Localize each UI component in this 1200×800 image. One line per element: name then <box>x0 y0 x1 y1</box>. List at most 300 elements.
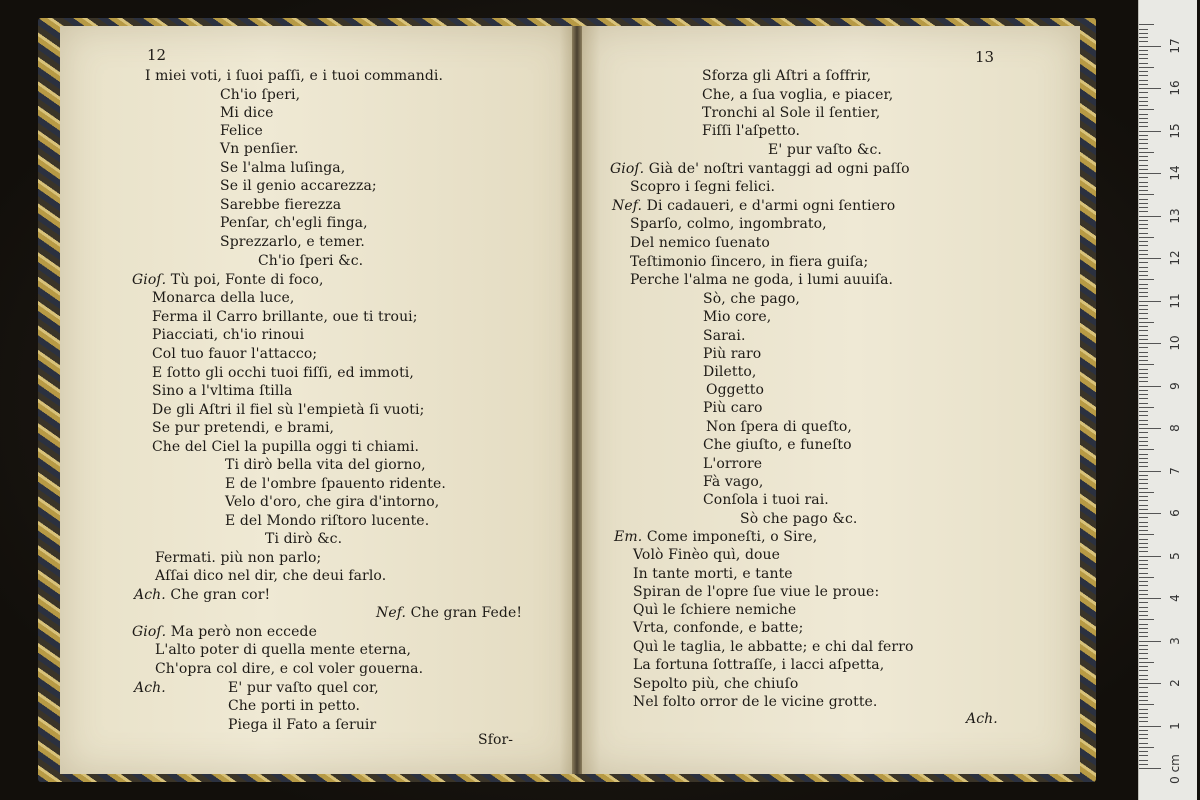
text-line <box>228 716 376 734</box>
book-gutter <box>572 26 582 774</box>
ruler-number: 16 <box>1168 80 1182 96</box>
verse-text: La fortuna ſottraſſe, i lacci aſpetta, <box>633 657 885 673</box>
ruler-tick <box>1139 390 1148 391</box>
verse-text: Se l'alma luſinga, <box>220 160 346 176</box>
ruler-number: 10 <box>1168 335 1182 351</box>
ruler-tick <box>1139 305 1148 306</box>
ruler-tick <box>1139 237 1154 238</box>
ruler-tick <box>1139 54 1148 55</box>
ruler-tick <box>1139 666 1148 667</box>
ruler-tick <box>1139 41 1148 42</box>
ruler-tick <box>1139 679 1148 680</box>
ruler-tick <box>1139 169 1148 170</box>
text-line <box>633 565 793 583</box>
ruler-tick <box>1139 207 1148 208</box>
verse-text: Ferma il Carro brillante, oue ti troui; <box>152 309 418 325</box>
ruler-number: 17 <box>1168 37 1182 54</box>
text-line <box>225 456 426 474</box>
ruler-tick <box>1139 360 1148 361</box>
ruler-tick <box>1139 190 1148 191</box>
verse-text: Sforza gli Aſtri a ſoffrir, <box>702 68 872 84</box>
ruler-tick <box>1139 224 1148 225</box>
verse-text: Se pur pretendi, e brami, <box>152 420 335 436</box>
ruler-tick <box>1139 105 1148 106</box>
ruler-tick <box>1139 653 1148 654</box>
right-page-number: 13 <box>975 48 995 66</box>
text-line <box>703 399 762 417</box>
text-line <box>614 528 817 546</box>
verse-text: Spiran de l'opre ſue viue le proue: <box>633 584 880 600</box>
ruler-number: 7 <box>1168 466 1182 475</box>
text-line <box>228 679 379 697</box>
text-line <box>228 697 360 715</box>
ruler-tick <box>1139 721 1148 722</box>
verse-text: Perche l'alma ne goda, i lumi auuiſa. <box>630 272 894 288</box>
text-line <box>155 567 386 585</box>
text-line <box>220 104 274 122</box>
ruler-tick <box>1139 228 1148 229</box>
speaker-label: Gioſ. <box>132 624 167 640</box>
text-line <box>376 604 522 622</box>
text-line <box>220 177 377 195</box>
ruler-tick <box>1139 288 1148 289</box>
text-line <box>630 253 868 271</box>
ruler-tick <box>1139 381 1148 382</box>
verse-text: I miei voti, i ſuoi paſſi, e i tuoi commandi. <box>145 68 444 84</box>
ruler-tick <box>1139 462 1148 463</box>
ruler-tick <box>1139 37 1148 38</box>
speaker-label: Em. <box>614 529 643 545</box>
text-line <box>220 122 263 140</box>
text-line <box>633 546 780 564</box>
ruler-tick <box>1139 636 1148 637</box>
text-line <box>706 381 764 399</box>
text-line <box>152 308 418 326</box>
verse-text: Quì le ſchiere nemiche <box>633 602 797 618</box>
verse-text: Che giuſto, e funeſto <box>703 437 852 453</box>
ruler-number: 12 <box>1168 250 1182 266</box>
text-line <box>633 619 803 637</box>
text-line <box>703 327 746 345</box>
text-line <box>152 438 419 456</box>
verse-text: Piega il Fato a ſeruir <box>228 717 377 733</box>
ruler-tick <box>1139 292 1148 293</box>
ruler-tick <box>1139 258 1161 259</box>
verse-text: Sarebbe fierezza <box>220 197 342 213</box>
ruler-tick <box>1139 709 1148 710</box>
speaker-label: Nef. <box>612 198 643 214</box>
ruler-tick <box>1139 301 1161 302</box>
verse-text: Se il genio accarezza; <box>220 178 377 194</box>
ruler-tick <box>1139 279 1154 280</box>
ruler-tick <box>1139 441 1148 442</box>
ruler-tick <box>1139 403 1148 404</box>
text-line <box>152 345 317 363</box>
ruler-tick <box>1139 585 1148 586</box>
ruler-tick <box>1139 271 1148 272</box>
ruler-tick <box>1139 696 1148 697</box>
verse-text: Tronchi al Sole il ſentier, <box>702 105 881 121</box>
ruler-number: 2 <box>1168 679 1182 687</box>
ruler-number: 11 <box>1168 292 1182 309</box>
verse-text: Ti dirò bella vita del giorno, <box>225 457 426 473</box>
ruler-tick <box>1139 101 1148 102</box>
ruler-tick <box>1139 109 1154 110</box>
verse-text: Aſſai dico nel dir, che deui farlo. <box>155 568 387 584</box>
ruler-tick <box>1139 526 1148 527</box>
text-line <box>145 67 443 85</box>
ruler-tick <box>1139 594 1148 595</box>
measuring-ruler <box>1138 0 1197 800</box>
left-page-number: 12 <box>147 46 167 64</box>
ruler-tick <box>1139 330 1148 331</box>
verse-text: Sarai. <box>703 328 746 344</box>
text-line <box>478 731 513 749</box>
ruler-tick <box>1139 67 1154 68</box>
ruler-tick <box>1139 203 1148 204</box>
ruler-tick <box>1139 211 1148 212</box>
verse-text: Teſtimonio ſincero, in fiera guiſa; <box>630 254 869 270</box>
ruler-tick <box>1139 148 1148 149</box>
ruler-tick <box>1139 428 1161 429</box>
ruler-tick <box>1139 602 1148 603</box>
ruler-tick <box>1139 296 1148 297</box>
ruler-tick <box>1139 573 1148 574</box>
verse-text: Sò che pago &c. <box>740 511 858 527</box>
verse-text: Ch'io ſperi, <box>220 87 301 103</box>
verse-text: E' pur vaſto quel cor, <box>228 680 379 696</box>
ruler-tick <box>1139 377 1148 378</box>
text-line <box>633 675 798 693</box>
text-line <box>703 363 756 381</box>
ruler-tick <box>1139 284 1148 285</box>
ruler-tick <box>1139 755 1148 756</box>
text-line <box>630 271 893 289</box>
text-line <box>134 586 270 604</box>
ruler-tick <box>1139 241 1148 242</box>
ruler-tick <box>1139 619 1154 620</box>
ruler-tick <box>1139 63 1148 64</box>
ruler-tick <box>1139 156 1148 157</box>
ruler-tick <box>1139 313 1148 314</box>
ruler-tick <box>1139 131 1161 132</box>
ruler-tick <box>1139 194 1154 195</box>
ruler-tick <box>1139 46 1161 47</box>
text-line <box>220 140 299 158</box>
ruler-tick <box>1139 182 1148 183</box>
ruler-number: 4 <box>1168 594 1182 602</box>
ruler-tick <box>1139 233 1148 234</box>
ruler-tick <box>1139 658 1148 659</box>
verse-text: Sò, che pago, <box>703 291 800 307</box>
ruler-tick <box>1139 475 1148 476</box>
verse-text: Sprezzarlo, e temer. <box>220 234 365 250</box>
verse-text: Diletto, <box>703 364 757 380</box>
text-line <box>633 656 884 674</box>
verse-text: Oggetto <box>706 382 765 398</box>
ruler-tick <box>1139 641 1161 642</box>
verse-text: Come imponeſti, o Sire, <box>646 529 818 545</box>
ruler-tick <box>1139 449 1154 450</box>
verse-text: E de l'ombre ſpauento ridente. <box>225 476 446 492</box>
text-line <box>706 418 852 436</box>
ruler-tick <box>1139 432 1148 433</box>
verse-text: Quì le taglia, le abbatte; e chi dal ferro <box>633 639 914 655</box>
ruler-tick <box>1139 670 1148 671</box>
ruler-tick <box>1139 186 1148 187</box>
text-line <box>702 86 893 104</box>
verse-text: Velo d'oro, che gira d'intorno, <box>225 494 440 510</box>
verse-text: Ti dirò &c. <box>265 531 343 547</box>
ruler-tick <box>1139 615 1148 616</box>
ruler-tick <box>1139 568 1148 569</box>
text-line <box>703 290 800 308</box>
ruler-tick <box>1139 126 1148 127</box>
text-line <box>966 710 998 728</box>
verse-text: Ch'opra col dire, e col voler gouerna. <box>155 661 424 677</box>
text-line <box>155 660 423 678</box>
ruler-tick <box>1139 738 1148 739</box>
ruler-tick <box>1139 415 1148 416</box>
verse-text: E ſotto gli occhi tuoi fiſſi, ed immoti, <box>152 365 414 381</box>
verse-text: Più caro <box>703 400 763 416</box>
verse-text: Che del Ciel la pupilla oggi ti chiami. <box>152 439 420 455</box>
ruler-tick <box>1139 394 1148 395</box>
ruler-tick <box>1139 88 1161 89</box>
verse-text: Fà vago, <box>703 474 764 490</box>
text-line <box>610 160 910 178</box>
text-line <box>630 234 770 252</box>
text-line <box>152 364 414 382</box>
text-line <box>220 86 300 104</box>
ruler-tick <box>1139 165 1148 166</box>
ruler-tick <box>1139 607 1148 608</box>
ruler-tick <box>1139 407 1154 408</box>
ruler-tick <box>1139 75 1148 76</box>
text-line <box>220 233 365 251</box>
text-line <box>152 326 304 344</box>
verse-text: Del nemico ſuenato <box>630 235 770 251</box>
ruler-tick <box>1139 496 1148 497</box>
ruler-tick <box>1139 275 1148 276</box>
ruler-tick <box>1139 335 1148 336</box>
ruler-tick <box>1139 152 1154 153</box>
text-line <box>152 289 294 307</box>
verse-text: L'alto poter di quella mente eterna, <box>155 642 412 658</box>
text-line <box>225 493 439 511</box>
verse-text: Conſola i tuoi rai. <box>703 492 829 508</box>
ruler-tick <box>1139 717 1148 718</box>
text-line <box>702 122 800 140</box>
text-line <box>703 436 852 454</box>
text-line <box>265 530 342 548</box>
ruler-tick <box>1139 509 1148 510</box>
verse-text: Che, a ſua voglia, e piacer, <box>702 87 894 103</box>
verse-text: Piacciati, ch'io rinoui <box>152 327 305 343</box>
ruler-tick <box>1139 424 1148 425</box>
ruler-tick <box>1139 522 1148 523</box>
text-line <box>225 475 446 493</box>
ruler-tick <box>1139 58 1148 59</box>
ruler-tick <box>1139 483 1148 484</box>
text-line <box>740 510 857 528</box>
text-line <box>630 178 775 196</box>
ruler-number: 14 <box>1168 165 1182 181</box>
ruler-number: 5 <box>1168 551 1182 560</box>
text-line <box>134 679 166 697</box>
text-line <box>633 583 879 601</box>
ruler-tick <box>1139 590 1148 591</box>
text-line <box>220 159 345 177</box>
ruler-tick <box>1139 114 1148 115</box>
ruler-tick <box>1139 356 1148 357</box>
verse-text: Tù poi, Fonte di foco, <box>170 272 324 288</box>
verse-text: Vn penſier. <box>220 141 299 157</box>
ruler-tick <box>1139 160 1148 161</box>
ruler-tick <box>1139 556 1161 557</box>
text-line <box>612 197 895 215</box>
ruler-tick <box>1139 751 1148 752</box>
ruler-tick <box>1139 118 1148 119</box>
ruler-tick <box>1139 454 1148 455</box>
ruler-tick <box>1139 760 1148 761</box>
ruler-tick <box>1139 254 1148 255</box>
ruler-unit-label: 0 cm <box>1168 754 1182 784</box>
speaker-label: Nef. <box>376 605 407 621</box>
text-line <box>703 455 762 473</box>
text-line <box>220 196 341 214</box>
verse-text: Felice <box>220 123 263 139</box>
ruler-tick <box>1139 704 1154 705</box>
ruler-tick <box>1139 675 1148 676</box>
ruler-tick <box>1139 730 1148 731</box>
ruler-tick <box>1139 71 1148 72</box>
ruler-tick <box>1139 560 1148 561</box>
verse-text: L'orrore <box>703 456 763 472</box>
ruler-tick <box>1139 692 1148 693</box>
verse-text: Monarca della luce, <box>152 290 295 306</box>
ruler-tick <box>1139 649 1148 650</box>
ruler-tick <box>1139 505 1148 506</box>
ruler-tick <box>1139 364 1154 365</box>
ruler-tick <box>1139 632 1148 633</box>
ruler-tick <box>1139 488 1148 489</box>
ruler-tick <box>1139 713 1148 714</box>
ruler-tick <box>1139 747 1154 748</box>
text-line <box>225 512 429 530</box>
ruler-tick <box>1139 551 1148 552</box>
ruler-tick <box>1139 624 1148 625</box>
text-line <box>703 473 763 491</box>
ruler-number: 13 <box>1168 207 1182 224</box>
ruler-tick <box>1139 577 1154 578</box>
ruler-tick <box>1139 500 1148 501</box>
ruler-tick <box>1139 513 1161 514</box>
ruler-tick <box>1139 97 1148 98</box>
ruler-tick <box>1139 343 1161 344</box>
verse-text: E del Mondo riſtoro lucente. <box>225 513 430 529</box>
ruler-tick <box>1139 309 1148 310</box>
verse-text: Fiſſi l'aſpetto. <box>702 123 801 139</box>
verse-text: Sfor- <box>478 732 514 748</box>
ruler-tick <box>1139 135 1148 136</box>
ruler-tick <box>1139 611 1148 612</box>
speaker-label: Ach. <box>966 711 998 727</box>
speaker-label: Gioſ. <box>610 161 645 177</box>
ruler-tick <box>1139 326 1148 327</box>
ruler-number: 3 <box>1168 636 1182 645</box>
ruler-number: 9 <box>1168 381 1182 390</box>
verse-text: Ma però non eccede <box>170 624 317 640</box>
ruler-tick <box>1139 50 1148 51</box>
text-line <box>703 491 829 509</box>
ruler-tick <box>1139 267 1148 268</box>
ruler-tick <box>1139 177 1148 178</box>
ruler-tick <box>1139 564 1148 565</box>
ruler-number: 8 <box>1168 424 1182 432</box>
ruler-tick <box>1139 92 1148 93</box>
ruler-tick <box>1139 517 1148 518</box>
verse-text: E' pur vaſto &c. <box>768 142 882 158</box>
verse-text: Che porti in petto. <box>228 698 361 714</box>
verse-text: Penſar, ch'egli finga, <box>220 215 368 231</box>
ruler-tick <box>1139 347 1148 348</box>
ruler-tick <box>1139 84 1148 85</box>
speaker-label: Ach. <box>134 680 166 696</box>
ruler-tick <box>1139 262 1148 263</box>
ruler-tick <box>1139 687 1148 688</box>
ruler-tick <box>1139 220 1148 221</box>
ruler-tick <box>1139 492 1154 493</box>
text-line <box>132 623 317 641</box>
verse-text: Che gran Fede! <box>410 605 523 621</box>
verse-text: Sparſo, colmo, ingombrato, <box>630 216 827 232</box>
verse-text: Ch'io ſperi &c. <box>258 253 364 269</box>
text-line <box>152 401 424 419</box>
ruler-tick <box>1139 33 1148 34</box>
text-line <box>152 382 292 400</box>
text-line <box>703 345 761 363</box>
verse-text: De gli Aſtri il fiel sù l'empietà ſi vuoti; <box>152 402 425 418</box>
text-line <box>702 67 871 85</box>
ruler-tick <box>1139 581 1148 582</box>
verse-text: Mio core, <box>703 309 772 325</box>
ruler-tick <box>1139 683 1161 684</box>
verse-text: Che gran cor! <box>170 587 271 603</box>
ruler-tick <box>1139 466 1148 467</box>
ruler-tick <box>1139 24 1154 25</box>
ruler-tick <box>1139 420 1148 421</box>
ruler-tick <box>1139 534 1154 535</box>
ruler-tick <box>1139 734 1148 735</box>
verse-text: Volò Finèo quì, doue <box>633 547 781 563</box>
ruler-tick <box>1139 398 1148 399</box>
ruler-tick <box>1139 199 1148 200</box>
ruler-number: 1 <box>1168 721 1182 730</box>
ruler-tick <box>1139 700 1148 701</box>
verse-text: Mi dice <box>220 105 274 121</box>
ruler-number: 6 <box>1168 509 1182 517</box>
text-line <box>220 214 368 232</box>
verse-text: Col tuo fauor l'attacco; <box>152 346 318 362</box>
ruler-tick <box>1139 411 1148 412</box>
ruler-tick <box>1139 445 1148 446</box>
ruler-tick <box>1139 628 1148 629</box>
ruler-tick <box>1139 369 1148 370</box>
verse-text: Più raro <box>703 346 762 362</box>
ruler-tick <box>1139 645 1148 646</box>
text-line <box>258 252 363 270</box>
